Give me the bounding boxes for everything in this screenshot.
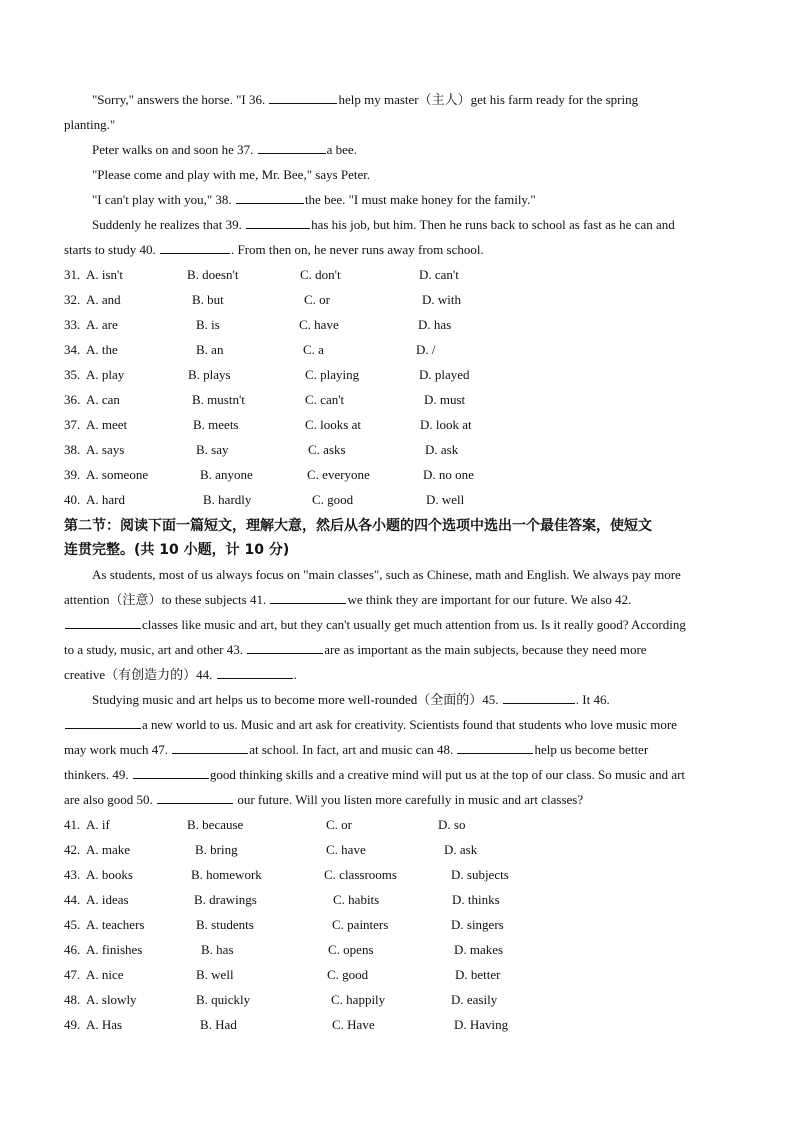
option-row: 37. A. meet B. meets C. looks at D. look at [64, 417, 472, 432]
story-line: Suddenly he realizes that 39. has his job, but him. Then he runs back to school as fast as he can and [92, 217, 675, 232]
option-row: 33. A. are B. is C. have D. has [64, 317, 452, 332]
story-line: "I can't play with you," 38. the bee. "I must make honey for the family." [92, 192, 536, 207]
answer-blank [172, 742, 248, 754]
section-heading-continued: 连贯完整。(共 10 小题，计 10 分) [64, 542, 290, 558]
passage-line: Studying music and art helps us to become more well-rounded（全面的）45. . It 46. [92, 692, 610, 707]
answer-blank [217, 667, 293, 679]
story-line: "Please come and play with me, Mr. Bee," says Peter. [92, 167, 371, 182]
option-row: 39. A. someone B. anyone C. everyone D. no one [64, 467, 474, 482]
story-line: starts to study 40. . From then on, he never runs away from school. [64, 242, 484, 257]
passage-line: attention（注意）to these subjects 41. we think they are important for our future. We also 42. [64, 592, 632, 607]
answer-blank [236, 192, 304, 204]
answer-blank [65, 617, 141, 629]
option-row: 41. A. if B. because C. or D. so [64, 817, 466, 832]
option-row: 31. A. isn't B. doesn't C. don't D. can't [64, 267, 459, 282]
option-row: 38. A. says B. say C. asks D. ask [64, 442, 459, 457]
option-row: 45. A. teachers B. students C. painters D. singers [64, 917, 504, 932]
option-row: 40. A. hard B. hardly C. good D. well [64, 492, 465, 507]
option-row: 35. A. play B. plays C. playing D. played [64, 367, 470, 382]
answer-blank [246, 217, 310, 229]
option-row: 47. A. nice B. well C. good D. better [64, 967, 501, 982]
passage-line: As students, most of us always focus on "main classes", such as Chinese, math and English. We always pay more [92, 567, 681, 582]
story-line: Peter walks on and soon he 37. a bee. [92, 142, 357, 157]
passage-line: may work much 47. at school. In fact, art and music can 48. help us become better [64, 742, 649, 757]
story-line: "Sorry," answers the horse. "I 36. help my master（主人）get his farm ready for the spring [92, 92, 639, 107]
answer-blank [457, 742, 533, 754]
answer-blank [258, 142, 326, 154]
option-row: 46. A. finishes B. has C. opens D. makes [64, 942, 504, 957]
option-row: 44. A. ideas B. drawings C. habits D. thinks [64, 892, 500, 907]
option-row: 43. A. books B. homework C. classrooms D. subjects [64, 867, 509, 882]
answer-blank [247, 642, 323, 654]
answer-blank [157, 792, 233, 804]
answer-blank [133, 767, 209, 779]
option-row: 48. A. slowly B. quickly C. happily D. easily [64, 992, 498, 1007]
option-row: 36. A. can B. mustn't C. can't D. must [64, 392, 466, 407]
section-heading: 第二节：阅读下面一篇短文，理解大意，然后从各小题的四个选项中选出一个最佳答案，使短文 [64, 518, 652, 534]
answer-blank [65, 717, 141, 729]
answer-blank [503, 692, 575, 704]
answer-blank [269, 92, 337, 104]
answer-blank [160, 242, 230, 254]
story-line: planting." [64, 117, 116, 132]
option-row: 42. A. make B. bring C. have D. ask [64, 842, 478, 857]
passage-line: to a study, music, art and other 43. are as important as the main subjects, because they need more [64, 642, 647, 657]
option-row: 32. A. and B. but C. or D. with [64, 292, 461, 307]
passage-line: creative（有创造力的）44. . [64, 667, 297, 682]
passage-line: are also good 50. our future. Will you listen more carefully in music and art classes? [64, 792, 584, 807]
option-row: 49. A. Has B. Had C. Have D. Having [64, 1017, 509, 1032]
passage-line: thinkers. 49. good thinking skills and a creative mind will put us at the top of our class. So music and art [64, 767, 686, 782]
passage-line: classes like music and art, but they can't usually get much attention from us. Is it really good? According [64, 617, 686, 633]
answer-blank [270, 592, 346, 604]
passage-line: a new world to us. Music and art ask for creativity. Scientists found that students who love music more [64, 717, 677, 733]
option-row: 34. A. the B. an C. a D. / [64, 342, 436, 357]
